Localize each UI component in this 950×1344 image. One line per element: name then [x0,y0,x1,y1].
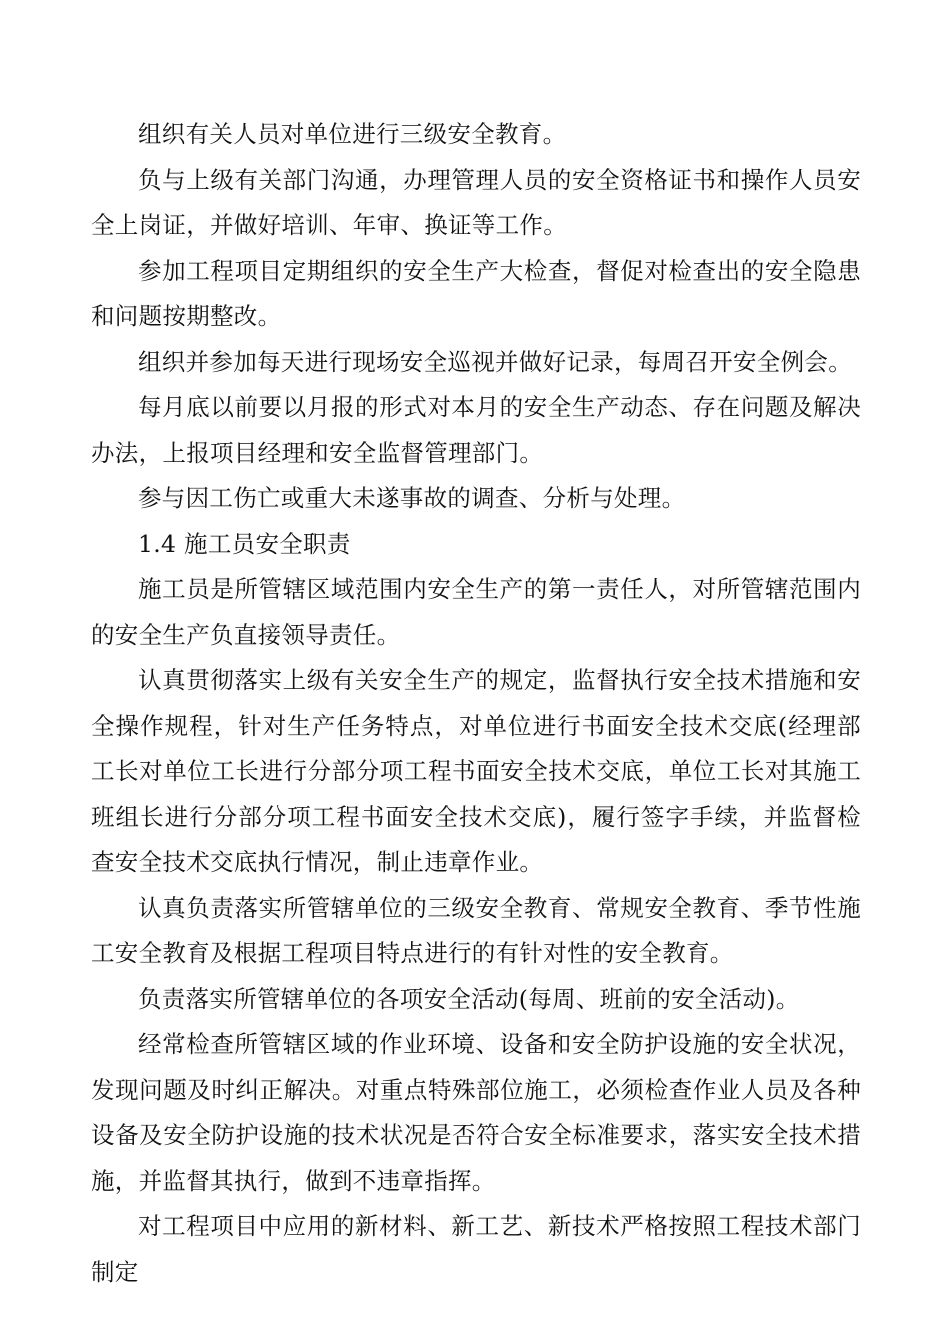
section-heading: 1.4 施工员安全职责 [138,529,351,558]
paragraph: 对工程项目中应用的新材料、新工艺、新技术严格按照工程技术部门制定 [91,1212,861,1286]
paragraph: 参与因工伤亡或重大未遂事故的调查、分析与处理。 [138,484,686,512]
paragraph: 组织有关人员对单位进行三级安全教育。 [138,120,567,148]
paragraph: 施工员是所管辖区域范围内安全生产的第一责任人，对所管辖范围内的安全生产负直接领导责任。 [91,575,861,649]
paragraph: 组织并参加每天进行现场安全巡视并做好记录，每周召开安全例会。 [138,347,852,376]
paragraph: 负责落实所管辖单位的各项安全活动(每周、班前的安全活动)。 [138,984,800,1013]
paragraph: 认真负责落实所管辖单位的三级安全教育、常规安全教育、季节性施工安全教育及根据工程项目特点进行的有针对性的安全教育。 [91,893,861,967]
paragraph: 经常检查所管辖区域的作业环境、设备和安全防护设施的安全状况，发现问题及时纠正解决。对重点特殊部位施工，必须检查作业人员及各种设备及安全防护设施的技术状况是否符合安全标准要求，落实安全技术措施，并监督其执行，做到不违章指挥。 [91,1030,861,1195]
paragraph: 认真贯彻落实上级有关安全生产的规定，监督执行安全技术措施和安全操作规程，针对生产任务特点，对单位进行书面安全技术交底(经理部工长对单位工长进行分部分项工程书面安全技术交底，单位工长对其施工班组长进行分部分项工程书面安全技术交底)，履行签字手续，并监督检查安全技术交底执行情况，制止违章作业。 [91,666,861,876]
paragraph: 负与上级有关部门沟通，办理管理人员的安全资格证书和操作人员安全上岗证，并做好培训、年审、换证等工作。 [91,165,861,239]
paragraph: 每月底以前要以月报的形式对本月的安全生产动态、存在问题及解决办法，上报项目经理和安全监督管理部门。 [91,393,861,467]
paragraph: 参加工程项目定期组织的安全生产大检查，督促对检查出的安全隐患和问题按期整改。 [91,256,861,330]
